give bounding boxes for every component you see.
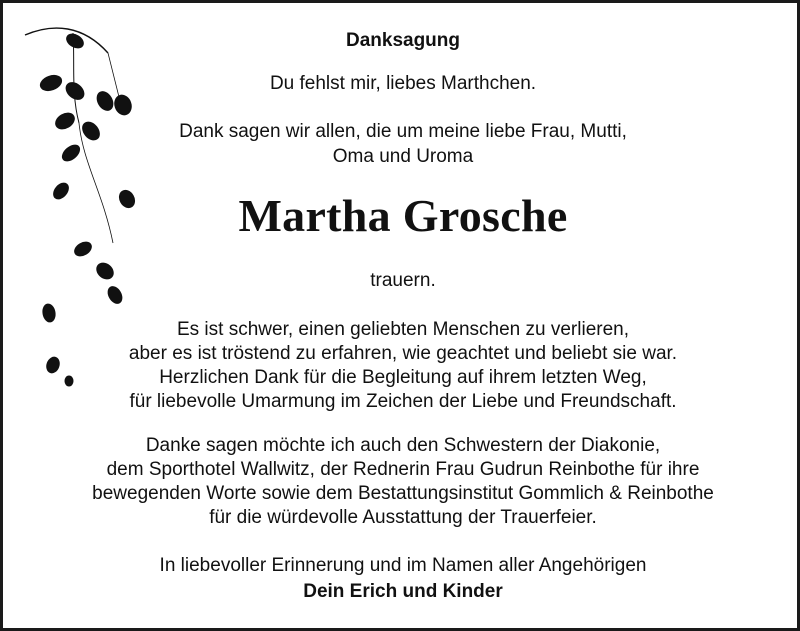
paragraph-1-line: Es ist schwer, einen geliebten Menschen zu verlieren,: [176, 319, 630, 340]
closing-line: In liebevoller Erinnerung und im Namen aller Angehörigen: [159, 555, 647, 576]
heading: Danksagung: [345, 30, 461, 51]
paragraph-2: [3, 434, 800, 530]
thanks-line: Dank sagen wir allen, die um meine liebe Frau, Mutti,: [179, 121, 627, 142]
paragraph-2-line: bewegenden Worte sowie dem Bestattungsinstitut Gommlich & Reinbothe: [92, 483, 714, 504]
paragraph-2-line: für die würdevolle Ausstattung der Trauerfeier.: [209, 507, 597, 528]
paragraph-1-line: aber es ist tröstend zu erfahren, wie geachtet und beliebt sie war.: [128, 343, 678, 364]
intro-line: Du fehlst mir, liebes Marthchen.: [269, 73, 537, 94]
paragraph-2-line: dem Sporthotel Wallwitz, der Rednerin Frau Gudrun Reinbothe für ihre: [106, 459, 700, 480]
signature: Dein Erich und Kinder: [303, 581, 503, 602]
paragraph-2-line: Danke sagen möchte ich auch den Schwestern der Diakonie,: [145, 435, 661, 456]
deceased-name: Martha Grosche: [238, 190, 568, 241]
paragraph-1-line: für liebevolle Umarmung im Zeichen der Liebe und Freundschaft.: [129, 391, 677, 412]
thanks-line-2: Oma und Uroma: [332, 146, 474, 167]
mourn-line: trauern.: [370, 270, 436, 291]
paragraph-1-line: Herzlichen Dank für die Begleitung auf ihrem letzten Weg,: [159, 367, 647, 388]
paragraph-1: [3, 318, 800, 414]
